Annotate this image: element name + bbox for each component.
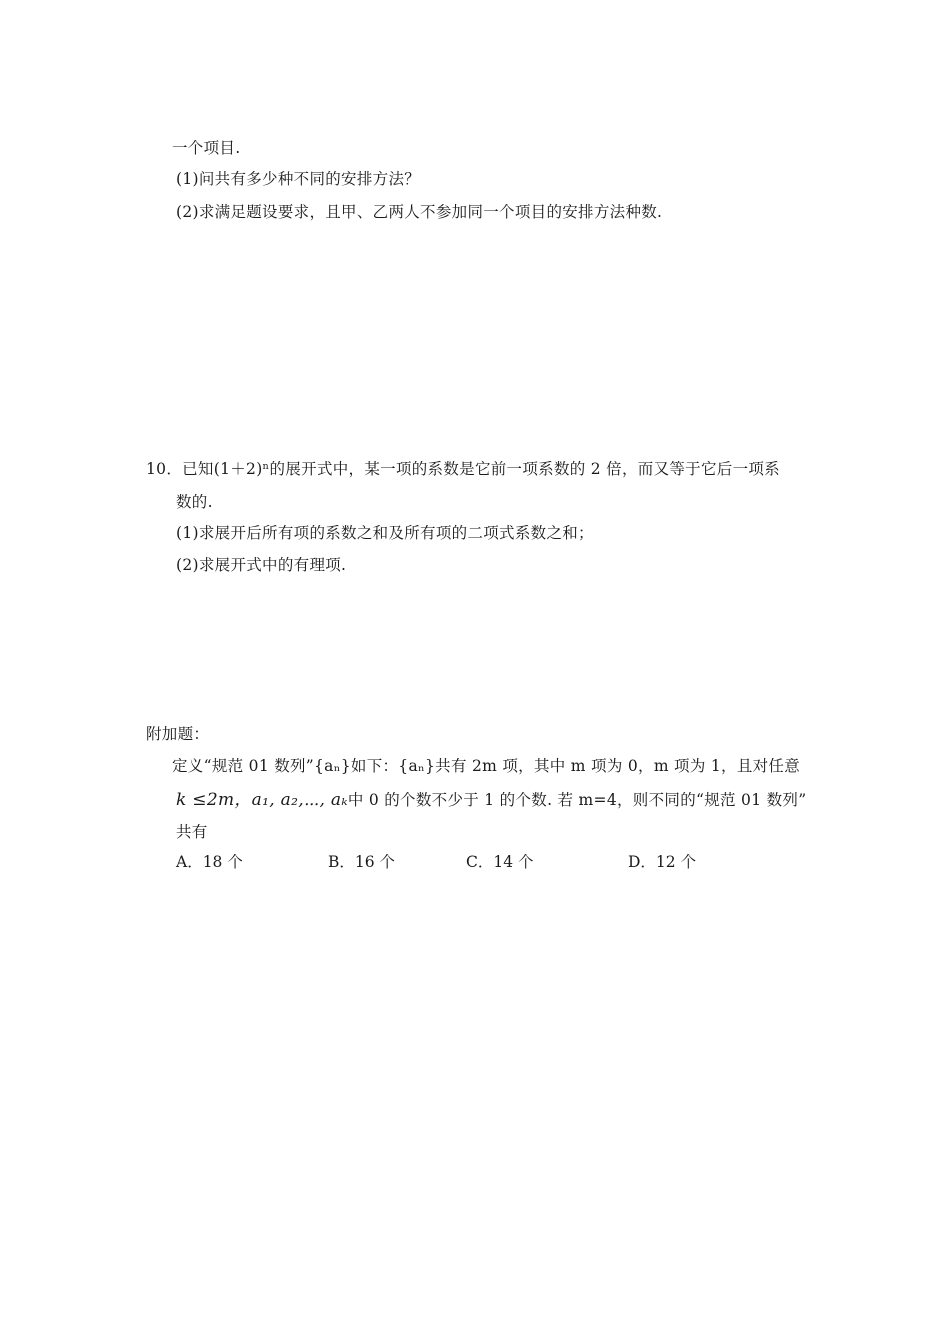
q10-line1: 10．已知(1＋2)ⁿ的展开式中，某一项的系数是它前一项系数的 2 倍，而又等于它后一项系 <box>146 460 780 478</box>
q10-line2: 数的. <box>176 493 213 511</box>
extra-heading: 附加题： <box>146 725 210 743</box>
option-a: A．18 个 <box>176 853 243 871</box>
q9-part2: (2)求满足题设要求，且甲、乙两人不参加同一个项目的安排方法种数. <box>176 203 663 221</box>
extra-line1: 定义“规范 01 数列”{aₙ}如下：{aₙ}共有 2m 项，其中 m 项为 0，m 项为 1，且对任意 <box>172 757 801 775</box>
extra-line2-text: 中 0 的个数不少于 1 的个数. 若 m=4，则不同的“规范 01 数列” <box>347 791 807 809</box>
q10-part2: (2)求展开式中的有理项. <box>176 556 347 574</box>
option-c: C．14 个 <box>466 853 534 871</box>
q9-tail: 一个项目. <box>172 139 241 157</box>
extra-line3: 共有 <box>176 823 208 841</box>
option-d: D．12 个 <box>628 853 697 871</box>
extra-line2 <box>176 789 806 811</box>
q10-part1: (1)求展开后所有项的系数之和及所有项的二项式系数之和； <box>176 524 594 542</box>
extra-line2-math: k ≤2m，a₁, a₂,⋯, aₖ <box>176 790 348 810</box>
option-b: B．16 个 <box>328 853 396 871</box>
q9-part1: (1)问共有多少种不同的安排方法？ <box>176 170 421 188</box>
